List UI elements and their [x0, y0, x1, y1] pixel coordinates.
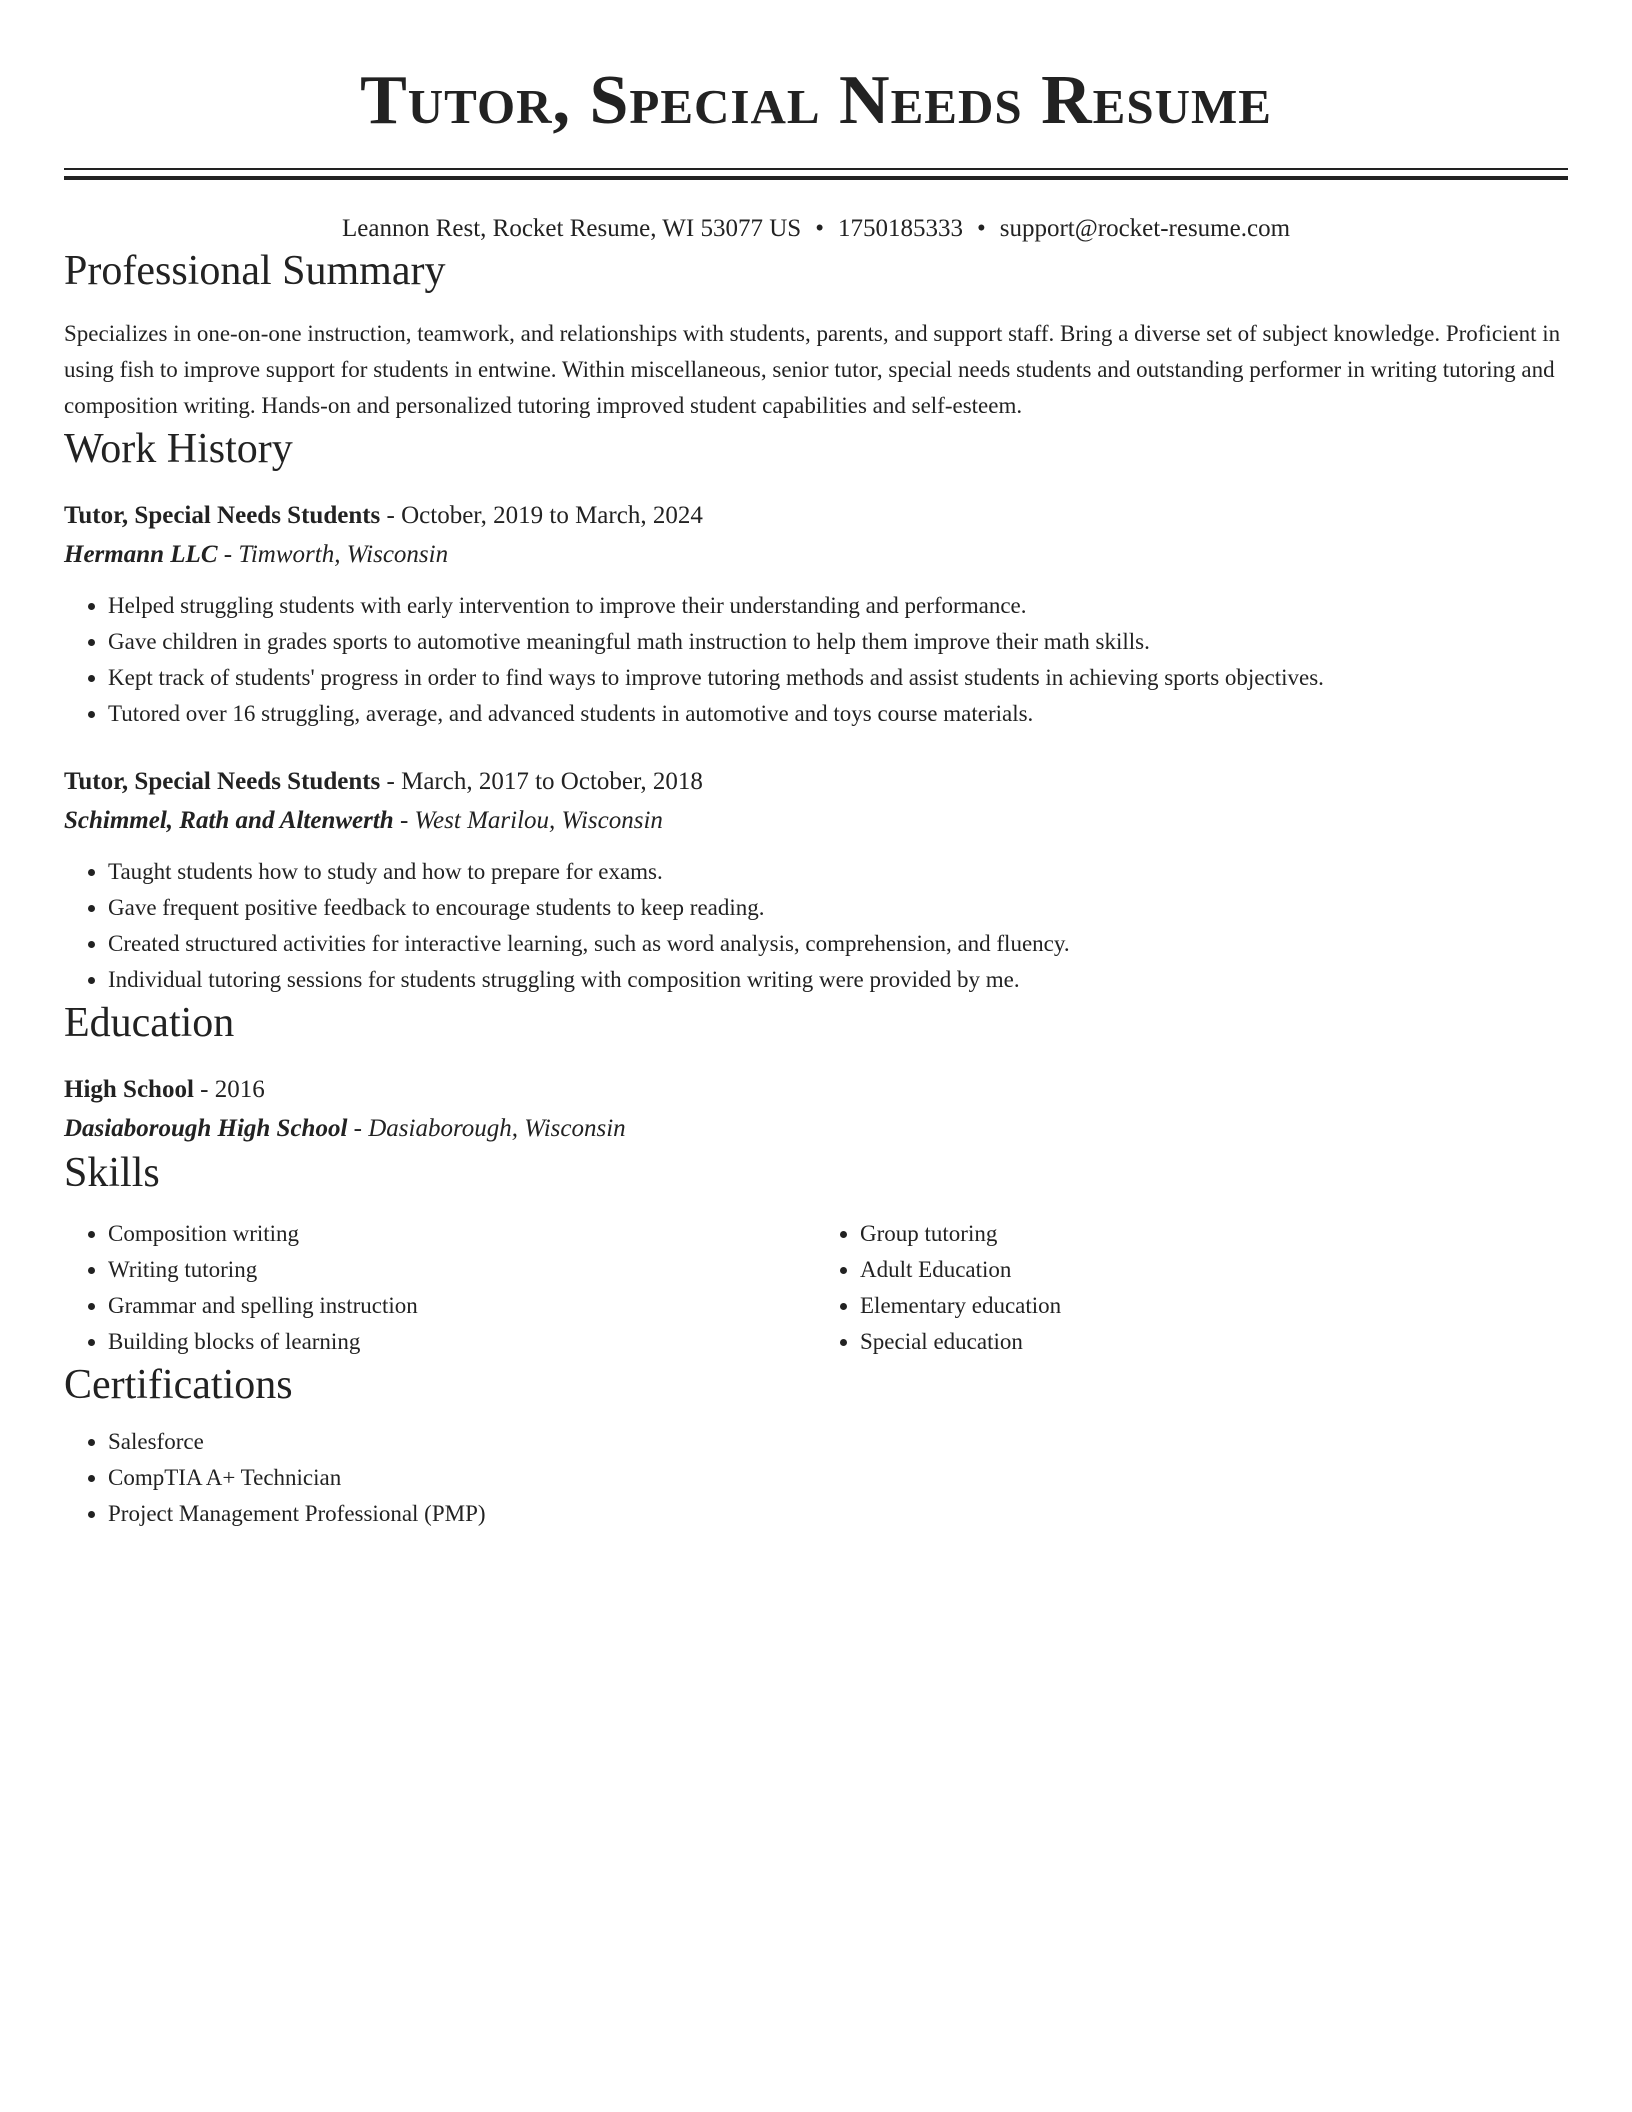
- skills-grid: [64, 1216, 1568, 1360]
- skill-item: • Composition writing: [108, 1216, 816, 1252]
- contact-phone[interactable]: 1750185333: [837, 215, 963, 242]
- contact-line: [64, 212, 1568, 246]
- job-title: Tutor, Special Needs Students: [64, 502, 381, 529]
- job-company: Schimmel, Rath and Altenwerth: [64, 807, 394, 834]
- job-bullets: [64, 854, 1568, 998]
- job-bullet: • Created structured activities for interactive learning, such as word analysis, comprehension, and fluency.: [108, 926, 1568, 962]
- certification-item: • Project Management Professional (PMP): [108, 1496, 1568, 1532]
- job-bullet: • Individual tutoring sessions for students struggling with composition writing were provided by me.: [108, 962, 1568, 998]
- job-bullet: • Gave children in grades sports to automotive meaningful math instruction to help them improve their math skills.: [108, 624, 1568, 660]
- title-divider: [64, 168, 1568, 180]
- job-entry: [64, 762, 1568, 998]
- contact-separator: •: [815, 215, 824, 242]
- education-year: - 2016: [193, 1076, 265, 1103]
- skill-item: • Writing tutoring: [108, 1252, 816, 1288]
- education-heading: Education: [64, 1000, 235, 1046]
- job-location: - Timworth, Wisconsin: [217, 541, 449, 568]
- certifications-list: [64, 1424, 1568, 1532]
- summary-heading: Professional Summary: [64, 248, 446, 294]
- job-bullet: • Gave frequent positive feedback to encourage students to keep reading.: [108, 890, 1568, 926]
- job-dates: - October, 2019 to March, 2024: [380, 502, 703, 529]
- contact-address: Leannon Rest, Rocket Resume, WI 53077 US: [341, 215, 802, 242]
- skill-item: • Adult Education: [860, 1252, 1568, 1288]
- skill-item: • Special education: [860, 1324, 1568, 1360]
- education-degree-line: [64, 1070, 1568, 1110]
- job-title: Tutor, Special Needs Students: [64, 768, 381, 795]
- job-entry: [64, 496, 1568, 732]
- job-company: Hermann LLC: [64, 541, 218, 568]
- skills-right-column: [816, 1216, 1568, 1360]
- job-title-line: [64, 762, 1568, 802]
- skill-item: • Grammar and spelling instruction: [108, 1288, 816, 1324]
- job-bullets: [64, 588, 1568, 732]
- job-dates: - March, 2017 to October, 2018: [380, 768, 703, 795]
- job-bullet: • Helped struggling students with early intervention to improve their understanding and performance.: [108, 588, 1568, 624]
- education-degree: High School: [64, 1076, 194, 1103]
- summary-text: Specializes in one-on-one instruction, teamwork, and relationships with students, parents, and support staff. Bring a diverse set of subject knowledge. Proficient in using fish to improve support for students in entwine. Within miscellaneous, senior tutor, special needs students and outstanding performer in writing tutoring and composition writing. Hands-on and personalized tutoring improved student capabilities and self-esteem.: [64, 321, 1561, 418]
- education-location: - Dasiaborough, Wisconsin: [347, 1115, 626, 1142]
- job-bullet: • Taught students how to study and how to prepare for exams.: [108, 854, 1568, 890]
- skills-heading: Skills: [64, 1150, 160, 1196]
- skill-item: • Building blocks of learning: [108, 1324, 816, 1360]
- certifications-heading: Certifications: [64, 1362, 293, 1408]
- contact-email[interactable]: support@rocket-resume.com: [999, 215, 1291, 242]
- education-entry: [64, 1070, 1568, 1148]
- job-company-line: [64, 802, 1568, 840]
- skill-item: • Group tutoring: [860, 1216, 1568, 1252]
- certification-item: • Salesforce: [108, 1424, 1568, 1460]
- work-history-heading: Work History: [64, 426, 293, 472]
- education-school: Dasiaborough High School: [64, 1115, 348, 1142]
- job-bullet: • Kept track of students' progress in order to find ways to improve tutoring methods and assist students in achieving sports objectives.: [108, 660, 1568, 696]
- job-title-line: [64, 496, 1568, 536]
- skills-left-column: [64, 1216, 816, 1360]
- contact-separator: •: [976, 215, 986, 242]
- job-company-line: [64, 536, 1568, 574]
- job-location: - West Marilou, Wisconsin: [393, 807, 663, 834]
- education-school-line: [64, 1110, 1568, 1148]
- job-bullet: • Tutored over 16 struggling, average, and advanced students in automotive and toys course materials.: [108, 696, 1568, 732]
- resume-title: Tutor, Special Needs Resume: [360, 62, 1272, 139]
- certification-item: • CompTIA A+ Technician: [108, 1460, 1568, 1496]
- skill-item: • Elementary education: [860, 1288, 1568, 1324]
